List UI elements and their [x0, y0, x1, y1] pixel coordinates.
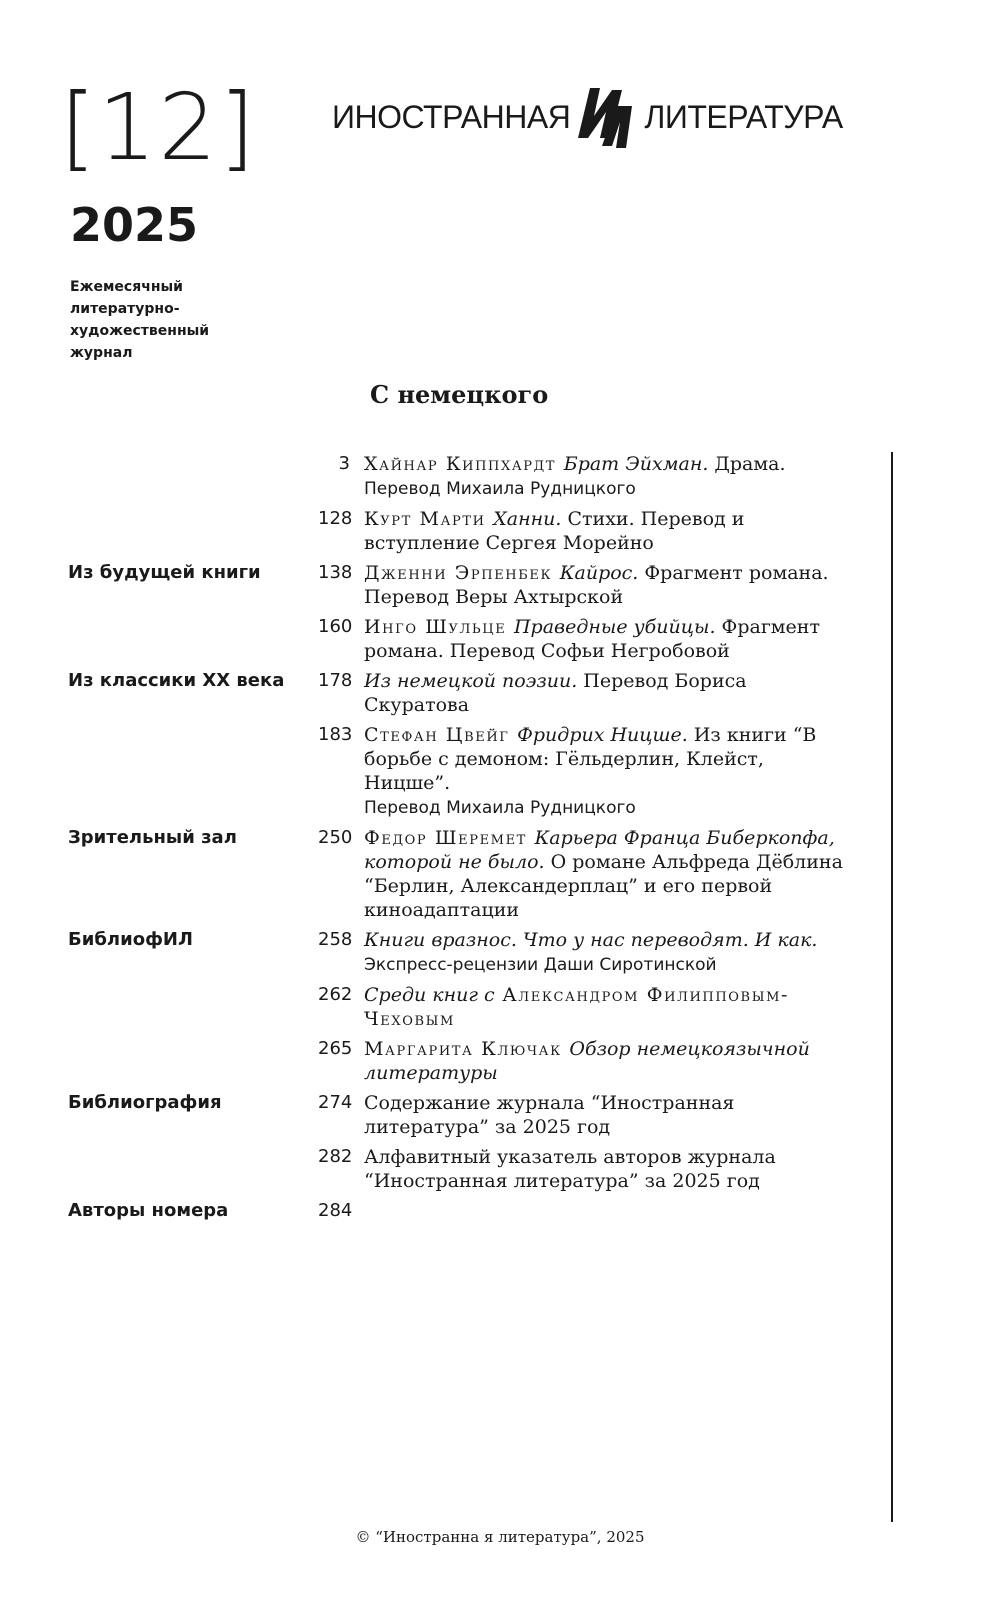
toc-page-number: 274: [318, 1092, 353, 1113]
toc-work-title: Ханни.: [493, 508, 562, 530]
toc-translator: Перевод Михаила Рудницкого: [364, 798, 636, 818]
toc-entry: [364, 669, 854, 717]
toc-author: Курт Марти: [364, 508, 494, 530]
toc-author: Маргарита Ключак: [364, 1038, 570, 1060]
toc-author: Инго Шульце: [364, 616, 514, 638]
toc-entry: [364, 1091, 854, 1139]
toc-entry: [364, 1037, 854, 1085]
toc-rubric: [0, 1037, 318, 1085]
toc-entry: [364, 507, 854, 555]
toc-translator: Перевод Михаила Рудницкого: [364, 479, 636, 499]
toc-page-number: 3: [338, 453, 350, 474]
toc-page-number: 258: [318, 929, 353, 950]
toc-note: Содержание журнала “Иностранная литература” за 2025 год: [364, 1092, 735, 1138]
toc-row: [0, 826, 880, 922]
toc-note: Фрагмент романа. Перевод Веры Ахтырской: [364, 562, 829, 608]
tagline-line: художественный: [70, 323, 210, 339]
toc-page-number: 138: [318, 562, 353, 583]
toc-author: Дженни Эрпенбек: [364, 562, 560, 584]
toc-work-title: Обзор немецкоязычной литературы: [364, 1038, 810, 1084]
toc-note: Алфавитный указатель авторов журнала “Иностранная литература” за 2025 год: [364, 1146, 776, 1192]
toc-translator: Экспресс-рецензии Даши Сиротинской: [364, 955, 717, 975]
toc-page-number: 183: [318, 724, 353, 745]
toc-rubric: [0, 452, 318, 501]
toc-author: Хайнар Киппхардт: [364, 453, 564, 475]
toc-note: Из книги “В борьбе с демоном: Гёльдерлин, Клейст, Ницше”.: [364, 724, 817, 794]
toc-work-title: Фридрих Ницше.: [517, 724, 688, 746]
toc-row: [0, 1199, 880, 1223]
tagline: [70, 276, 250, 364]
copyright-notice: © “Иностранна я литература”, 2025: [355, 1528, 645, 1546]
toc-rubric: [0, 723, 318, 820]
masthead-left: ИНОСТРАННАЯ: [332, 98, 571, 135]
toc-row: [0, 452, 880, 501]
toc-entry: [364, 1145, 854, 1193]
toc-row: [0, 561, 880, 609]
toc-work-title: Кайрос.: [559, 562, 639, 584]
toc-note: О романе Альфреда Дёблина “Берлин, Александерплац” и его первой киноадаптации: [364, 851, 843, 921]
toc-page-number: 282: [318, 1146, 353, 1167]
toc-note: Драма.: [708, 453, 786, 475]
table-of-contents: [0, 452, 880, 1229]
tagline-line: литературно-: [70, 301, 180, 317]
toc-note: Перевод Бориса Скуратова: [364, 670, 747, 716]
toc-entry: [364, 1199, 854, 1223]
toc-entry: [364, 452, 854, 501]
toc-rubric: [0, 507, 318, 555]
masthead: [332, 82, 843, 152]
toc-work-title: Книги вразнос. Что у нас переводят. И как.: [364, 929, 818, 951]
toc-page-number: 160: [318, 616, 353, 637]
toc-row: [0, 1145, 880, 1193]
toc-row: [0, 669, 880, 717]
tagline-line: журнал: [70, 345, 133, 361]
toc-entry: [364, 826, 854, 922]
toc-row: [0, 1091, 880, 1139]
vertical-rule: [891, 452, 893, 1522]
toc-page-number: 284: [318, 1200, 353, 1221]
toc-row: [0, 723, 880, 820]
toc-work-title: Брат Эйхман.: [563, 453, 709, 475]
toc-work-title: Среди книг с: [364, 984, 495, 1006]
issue-year: 2025: [70, 198, 199, 252]
toc-work-title: Из немецкой поэзии.: [364, 670, 578, 692]
toc-row: [0, 507, 880, 555]
toc-page-number: 250: [318, 827, 353, 848]
toc-entry: [364, 928, 854, 977]
toc-entry: [364, 561, 854, 609]
toc-row: [0, 1037, 880, 1085]
toc-entry: [364, 983, 854, 1031]
tagline-line: Ежемесячный: [70, 279, 183, 295]
toc-rubric: Из будущей книги: [68, 562, 261, 583]
toc-note: Фрагмент романа. Перевод Софьи Негробовой: [364, 616, 820, 662]
toc-rubric: Из классики XX века: [68, 670, 285, 691]
toc-rubric: [0, 1145, 318, 1193]
issue-number: [12]: [60, 74, 257, 181]
toc-page-number: 265: [318, 1038, 353, 1059]
masthead-right: ЛИТЕРАТУРА: [644, 98, 843, 135]
toc-row: [0, 615, 880, 663]
toc-author: Федор Шеремет: [364, 827, 535, 849]
section-title: С немецкого: [370, 380, 549, 409]
toc-rubric: [0, 983, 318, 1031]
toc-work-title: Праведные убийцы.: [513, 616, 716, 638]
toc-rubric: Библиография: [68, 1092, 222, 1113]
il-monogram-icon: [576, 82, 638, 152]
toc-rubric: Зрительный зал: [68, 827, 237, 848]
toc-work-title: Карьера Франца Биберкопфа, которой не было.: [364, 827, 835, 873]
toc-page-number: 128: [318, 508, 353, 529]
toc-note: Стихи. Перевод и вступление Сергея Морейно: [364, 508, 745, 554]
toc-page-number: 178: [318, 670, 353, 691]
toc-row: [0, 928, 880, 977]
toc-rubric: [0, 615, 318, 663]
toc-rubric: Авторы номера: [68, 1200, 229, 1221]
toc-author: Стефан Цвейг: [364, 724, 518, 746]
toc-row: [0, 983, 880, 1031]
toc-rubric: БиблиофИЛ: [68, 929, 193, 950]
toc-author: Александром Филипповым-Чеховым: [364, 984, 790, 1030]
toc-page-number: 262: [318, 984, 353, 1005]
toc-entry: [364, 723, 854, 820]
toc-entry: [364, 615, 854, 663]
